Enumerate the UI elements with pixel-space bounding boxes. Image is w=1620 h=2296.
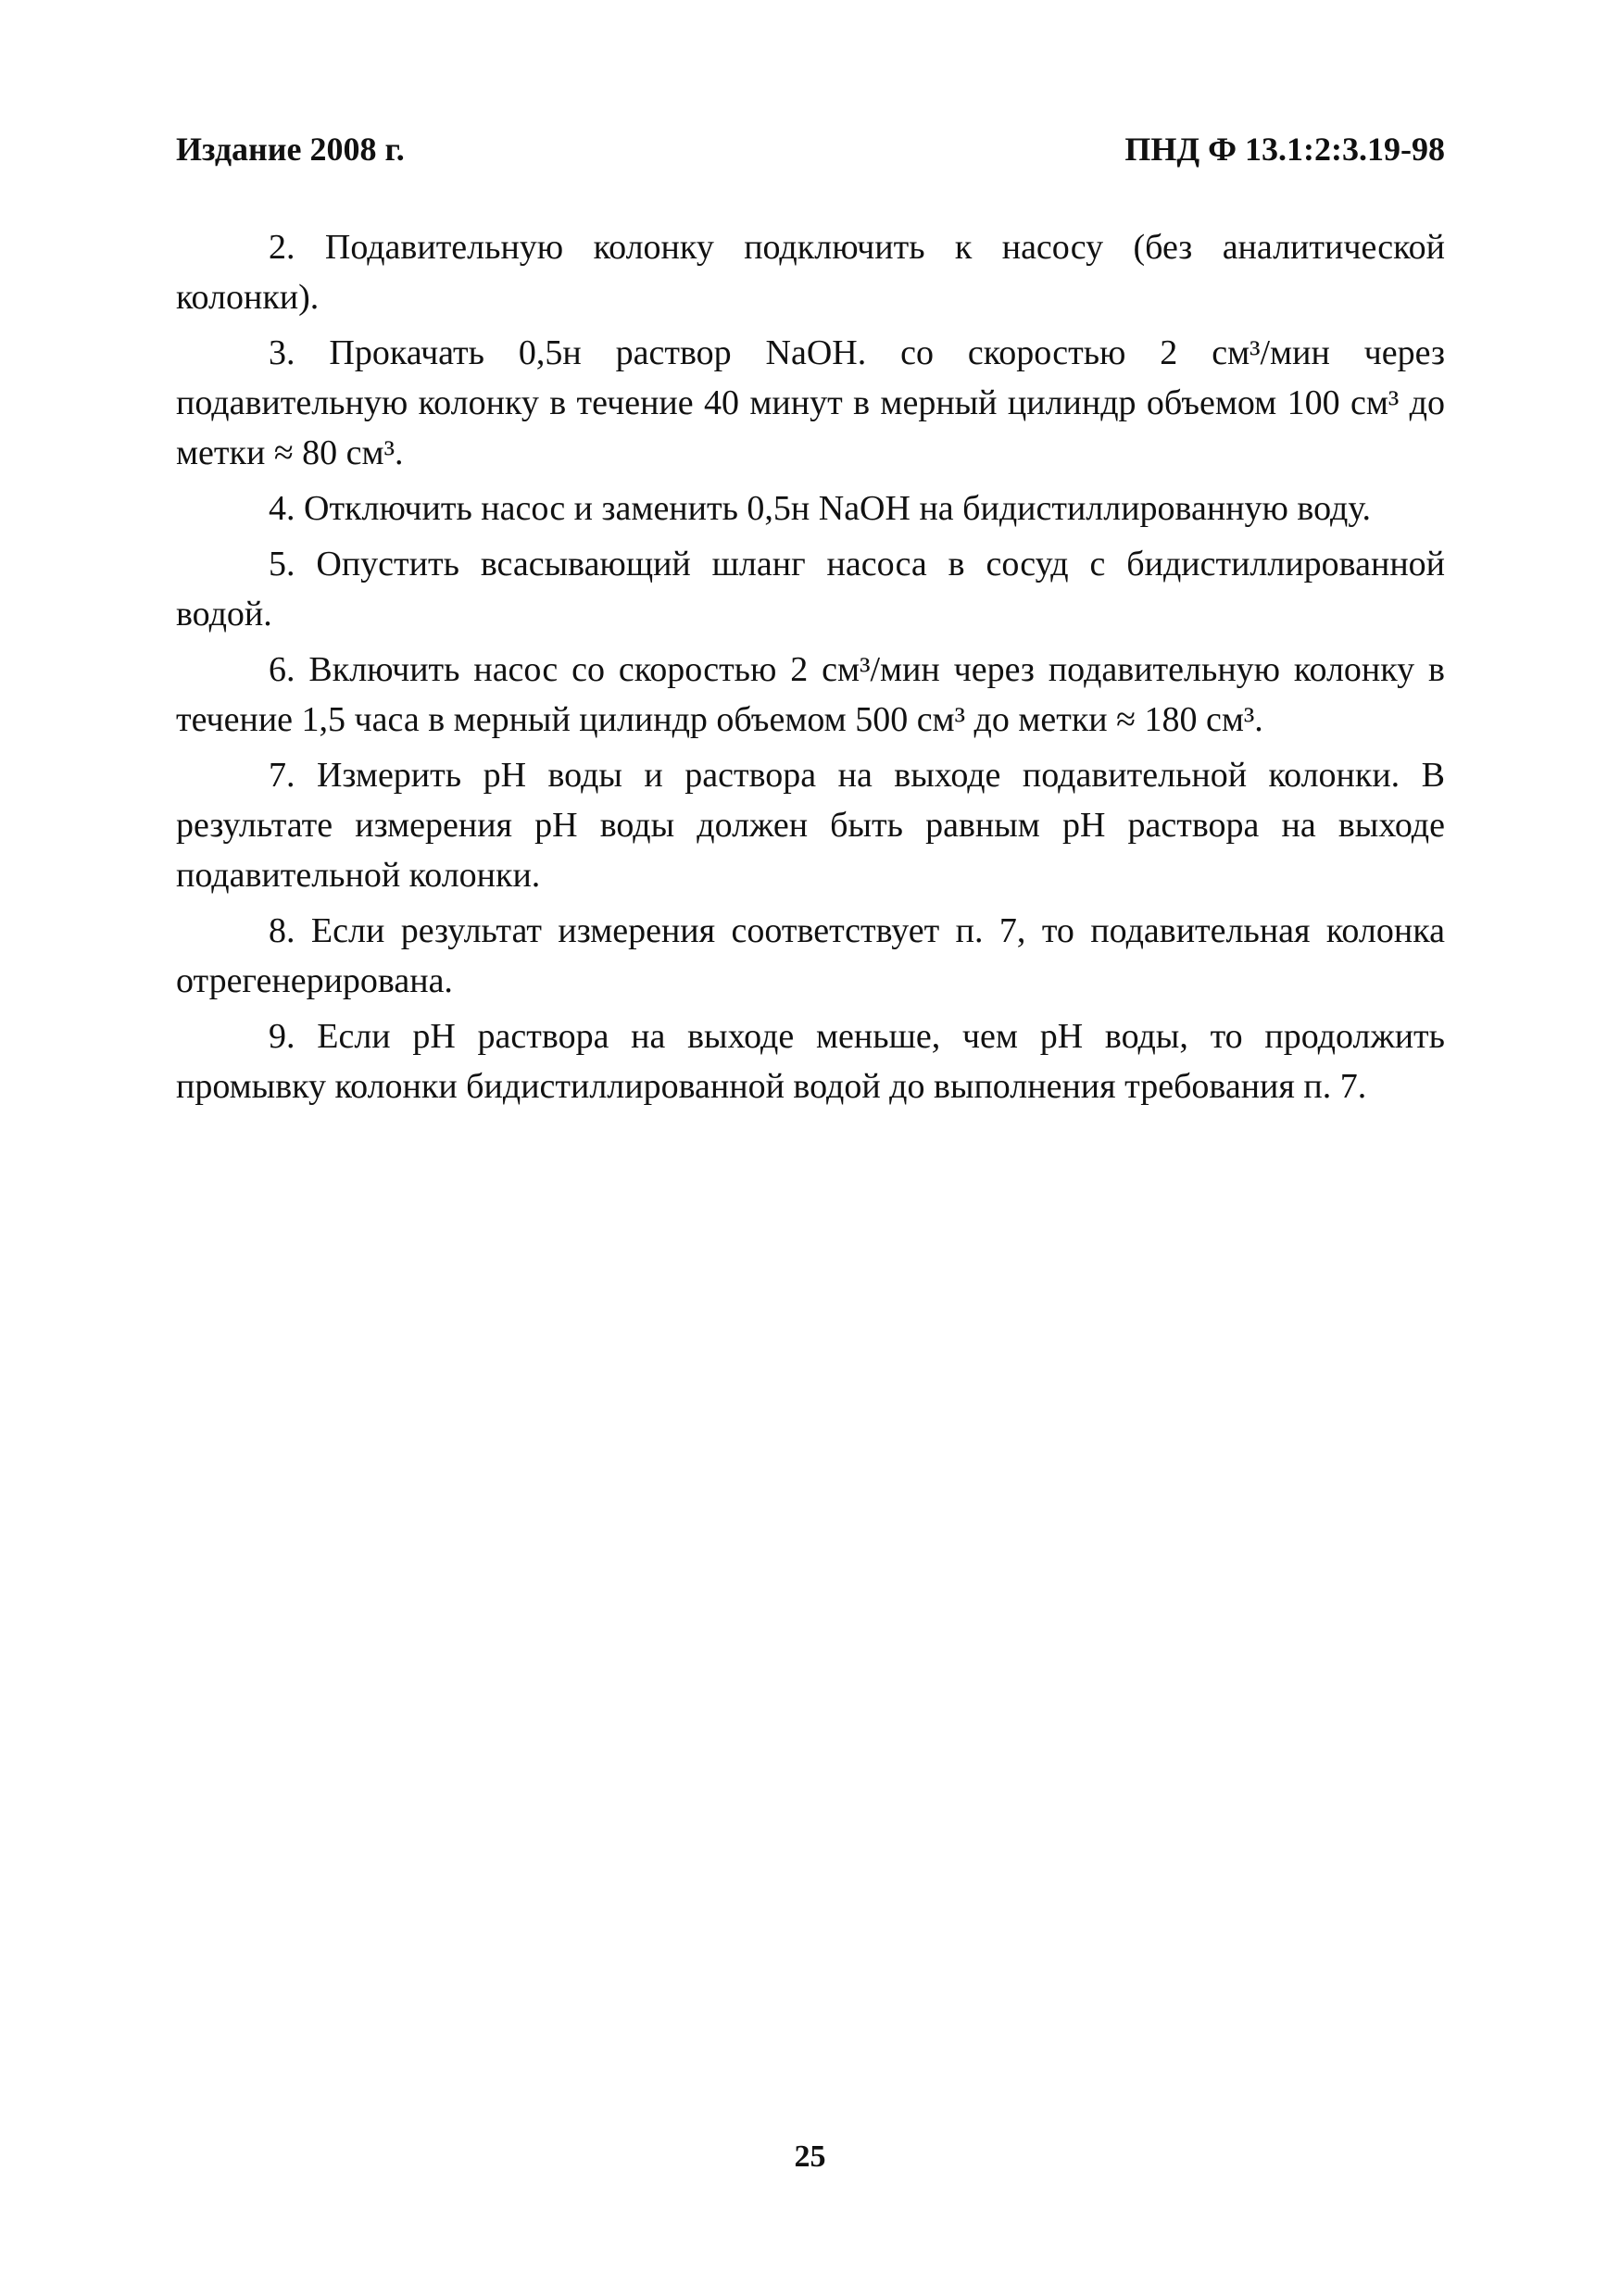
document-body [176,222,1445,1117]
paragraph-step-4: 4. Отключить насос и заменить 0,5н NaOH на бидистиллированную воду. [269,489,1372,528]
paragraph-step-8: 8. Если результат измерения соответствует п. 7, то подавительная колонка отрегенерирована. [176,911,1445,1000]
document-code: ПНД Ф 13.1:2:3.19-98 [1124,131,1445,168]
paragraph-step-2: 2. Подавительную колонку подключить к насосу (без аналитической колонки). [176,228,1445,317]
paragraph-step-5: 5. Опустить всасывающий шланг насоса в сосуд с бидистиллированной водой. [176,545,1445,634]
paragraph-step-3: 3. Прокачать 0,5н раствор NaOH. со скоростью 2 см³/мин через подавительную колонку в течение 40 минут в мерный цилиндр объемом 100 см³ до метки ≈ 80 см³. [176,333,1445,472]
paragraph-step-6: 6. Включить насос со скоростью 2 см³/мин через подавительную колонку в течение 1,5 часа в мерный цилиндр объемом 500 см³ до метки ≈ 180 см³. [176,650,1445,739]
edition-label: Издание 2008 г. [176,131,405,168]
paragraph-step-7: 7. Измерить pH воды и раствора на выходе подавительной колонки. В результате измерения pH воды должен быть равным pH раствора на выходе подавительной колонки. [176,756,1445,895]
page-header [176,130,1445,176]
paragraph-step-9: 9. Если pH раствора на выходе меньше, чем pH воды, то продолжить промывку колонки бидистиллированной водой до выполнения требования п. 7. [176,1017,1445,1106]
page-number: 25 [794,2139,826,2174]
